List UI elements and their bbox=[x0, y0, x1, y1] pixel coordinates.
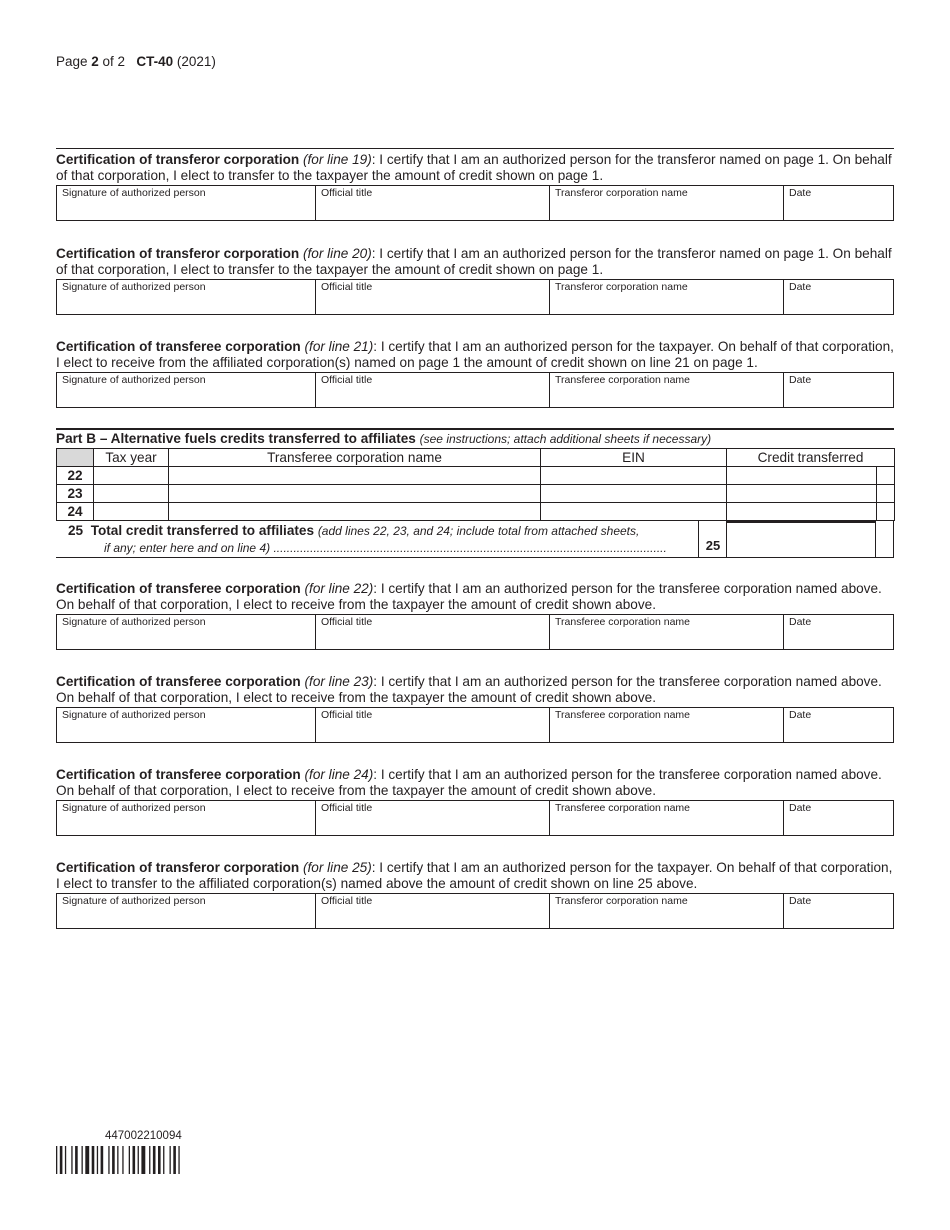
credit-input[interactable] bbox=[727, 503, 877, 521]
tax-year-input[interactable] bbox=[94, 467, 169, 485]
signature-row bbox=[56, 707, 894, 743]
signature-field[interactable]: Signature of authorized person bbox=[62, 616, 206, 628]
table-row: 23 bbox=[57, 485, 895, 503]
signature-row bbox=[56, 614, 894, 650]
divider bbox=[56, 148, 894, 149]
ein-input[interactable] bbox=[541, 467, 727, 485]
ein-input[interactable] bbox=[541, 503, 727, 521]
cert-line-24: Certification of transferee corporation (for line 24): I certify that I am an authorized person for the transferee corporation named above. On behalf of that corporation, I elect to receive from the taxpayer the amount of credit shown above. Signature of authorized person Official title Transferee corporation name Date bbox=[56, 767, 894, 836]
date-field[interactable]: Date bbox=[783, 280, 893, 314]
signature-row bbox=[56, 279, 894, 315]
date-field[interactable]: Date bbox=[783, 186, 893, 220]
transferee-name-input[interactable] bbox=[169, 503, 541, 521]
form-year: (2021) bbox=[176, 54, 216, 69]
official-title-field[interactable]: Official title bbox=[315, 280, 549, 314]
col-transferee-name: Transferee corporation name bbox=[169, 449, 541, 467]
signature-field[interactable]: Signature of authorized person bbox=[62, 709, 206, 721]
form-number: CT-40 bbox=[136, 54, 174, 69]
signature-row bbox=[56, 372, 894, 408]
tax-year-input[interactable] bbox=[94, 503, 169, 521]
part-b-section bbox=[56, 428, 894, 558]
table-row: 22 bbox=[57, 467, 895, 485]
corporation-name-field[interactable]: Transferor corporation name bbox=[549, 280, 783, 314]
barcode-number: 447002210094 bbox=[105, 1130, 182, 1142]
signature-row bbox=[56, 800, 894, 836]
part-b-title: Part B – Alternative fuels credits transferred to affiliates (see instructions; attach additional sheets if necessary) bbox=[56, 428, 894, 448]
date-field[interactable]: Date bbox=[783, 894, 893, 928]
tax-year-input[interactable] bbox=[94, 485, 169, 503]
date-field[interactable]: Date bbox=[783, 615, 893, 649]
corporation-name-field[interactable]: Transferee corporation name bbox=[549, 801, 783, 835]
signature-field[interactable]: Signature of authorized person bbox=[62, 187, 206, 199]
line-25-total-input[interactable] bbox=[726, 521, 876, 557]
official-title-field[interactable]: Official title bbox=[315, 615, 549, 649]
official-title-field[interactable]: Official title bbox=[315, 373, 549, 407]
date-field[interactable]: Date bbox=[783, 801, 893, 835]
cert-line-23: Certification of transferee corporation (for line 23): I certify that I am an authorized person for the transferee corporation named above. On behalf of that corporation, I elect to receive from the taxpayer the amount of credit shown above. Signature of authorized person Official title Transferee corporation name Date bbox=[56, 674, 894, 743]
signature-field[interactable]: Signature of authorized person bbox=[62, 802, 206, 814]
date-field[interactable]: Date bbox=[783, 373, 893, 407]
transferee-name-input[interactable] bbox=[169, 485, 541, 503]
credit-input[interactable] bbox=[727, 467, 877, 485]
official-title-field[interactable]: Official title bbox=[315, 708, 549, 742]
signature-row bbox=[56, 185, 894, 221]
signature-field[interactable]: Signature of authorized person bbox=[62, 281, 206, 293]
signature-field[interactable]: Signature of authorized person bbox=[62, 895, 206, 907]
col-tax-year: Tax year bbox=[94, 449, 169, 467]
line-25-label: 25 bbox=[698, 521, 727, 557]
credit-input[interactable] bbox=[727, 485, 877, 503]
signature-field[interactable]: Signature of authorized person bbox=[62, 374, 206, 386]
ein-input[interactable] bbox=[541, 485, 727, 503]
cert-line-21: Certification of transferee corporation (for line 21): I certify that I am an authorized person for the taxpayer. On behalf of that corporation, I elect to receive from the affiliated corporation(s) named on page 1 the amount of credit shown on line 21 on page 1. Signature of authorized person Official title Transferee corporation name Date bbox=[56, 339, 894, 408]
corporation-name-field[interactable]: Transferee corporation name bbox=[549, 373, 783, 407]
corporation-name-field[interactable]: Transferee corporation name bbox=[549, 615, 783, 649]
signature-row bbox=[56, 893, 894, 929]
page-number: 2 bbox=[91, 54, 99, 69]
col-ein: EIN bbox=[541, 449, 727, 467]
cert-line-25: Certification of transferor corporation (for line 25): I certify that I am an authorized person for the taxpayer. On behalf of that corporation, I elect to transfer to the affiliated corporation(s) named above the amount of credit shown on line 25 above. Signature of authorized person Official title Transferor corporation name Date bbox=[56, 860, 894, 929]
barcode-icon bbox=[56, 1146, 240, 1174]
transferee-name-input[interactable] bbox=[169, 467, 541, 485]
official-title-field[interactable]: Official title bbox=[315, 801, 549, 835]
cert-line-19: Certification of transferor corporation (for line 19): I certify that I am an authorized person for the transferor named on page 1. On behalf of that corporation, I elect to transfer to the taxpayer the amount of credit shown on page 1. Signature of authorized person Official title Transferor corporation name Date bbox=[56, 152, 894, 221]
page-header: Page 2 of 2 CT-40 (2021) bbox=[56, 54, 216, 69]
official-title-field[interactable]: Official title bbox=[315, 894, 549, 928]
corporation-name-field[interactable]: Transferor corporation name bbox=[549, 186, 783, 220]
table-row: 24 bbox=[57, 503, 895, 521]
corporation-name-field[interactable]: Transferee corporation name bbox=[549, 708, 783, 742]
line-25-row: 25 Total credit transferred to affiliates (add lines 22, 23, and 24; include total from attached sheets, if any; enter here and on line 4) ...................................................................................................................... 25 bbox=[56, 521, 894, 558]
date-field[interactable]: Date bbox=[783, 708, 893, 742]
cert-line-22: Certification of transferee corporation (for line 22): I certify that I am an authorized person for the transferee corporation named above. On behalf of that corporation, I elect to receive from the taxpayer the amount of credit shown above. Signature of authorized person Official title Transferee corporation name Date bbox=[56, 581, 894, 650]
official-title-field[interactable]: Official title bbox=[315, 186, 549, 220]
part-b-table bbox=[56, 448, 895, 521]
cert-line-20: Certification of transferor corporation (for line 20): I certify that I am an authorized person for the transferor named on page 1. On behalf of that corporation, I elect to transfer to the taxpayer the amount of credit shown on page 1. Signature of authorized person Official title Transferor corporation name Date bbox=[56, 246, 894, 315]
corporation-name-field[interactable]: Transferor corporation name bbox=[549, 894, 783, 928]
col-credit-transferred: Credit transferred bbox=[727, 449, 895, 467]
